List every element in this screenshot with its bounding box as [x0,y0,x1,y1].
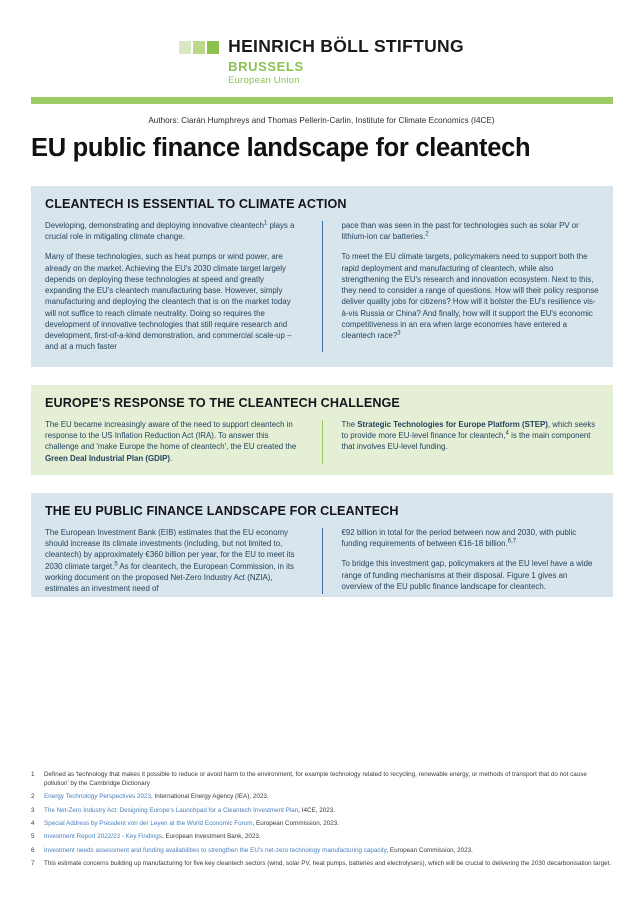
paragraph: The Strategic Technologies for Europe Platform (STEP), which seeks to provide more EU-level finance for cleantech,$^4$ is the main component that involves EU-level funding. [341,420,596,452]
column-divider [322,420,323,464]
section-heading: EUROPE'S RESPONSE TO THE CLEANTECH CHALLENGE [45,396,400,410]
paragraph: To bridge this investment gap, policymakers at the EU level have a wide range of funding mechanisms at their disposal. Figure 1 gives an overview of the EU public finance landscape for cleantech. [341,559,593,591]
logo-squares-icon [179,41,219,54]
two-column-body [45,419,599,464]
column-right [342,220,600,352]
two-column-body [45,527,599,594]
authors-line: Authors: Ciarán Humphreys and Thomas Pellerin-Carlin, Institute for Climate Economics (I4CE) [148,116,495,125]
footnote-suffix: , I4CE, 2023. [298,806,336,814]
column-left [45,220,303,352]
brand-office: BRUSSELS [228,58,304,74]
footnote-suffix: , European Investment Bank, 2023. [161,833,261,841]
footnote-number: 7 [31,860,35,867]
paragraph: pace than was seen in the past for technologies such as solar PV or lithium-ion car batteries.$^2$ [341,221,579,242]
section-europes-response [31,385,613,475]
column-right [342,419,600,464]
footnote-link[interactable]: The Net-Zero Industry Act: Designing Europe's Launchpad for a Cleantech Investment Plan [44,806,299,814]
footnote-item [31,859,613,868]
section-cleantech-essential [31,186,613,367]
footnote-suffix: , European Commission, 2023. [252,820,339,828]
section-heading: CLEANTECH IS ESSENTIAL TO CLIMATE ACTION [45,197,347,211]
footnotes-list [31,770,613,872]
paragraph: To meet the EU climate targets, policymakers need to support both the rapid deployment and manufacturing of cleantech, while also strengthening the EU's research and innovation ecosystem. Next to this, they need to consider a range of questions. How will their policy response deliver quality jobs for citizens? How will it bolster the EU's resilience vis-à-vis Russia or China? And finally, how will it support the EU's economic competitiveness in an era when large economies have entered a cleantech race?$^3$ [341,252,599,340]
footnote-text: Defined as 'technology that makes it possible to reduce or avoid harm to the environment, for example technology related to recycling, renewable energy, or methods of transport that do not cause pollution' by the Cambridge Dictionary [44,771,587,788]
page-title: EU public finance landscape for cleantech [31,134,531,162]
footnote-text [44,846,613,855]
paragraph: Many of these technologies, such as heat pumps or wind power, are already on the market. Achieving the EU's 2030 climate target largely depends on deploying these technologies at speed and greatly expanding the EU's cleantech manufacturing base. However, simply manufacturing and deploying the cleantech that is on the market today will not suffice to reach climate neutrality. Doing so requires the development of innovative technologies that still require research and development, first-of-a-kind demonstration, and commercial scale-up – and at a much faster [45,252,292,352]
footnote-item [31,806,613,815]
footnote-text [44,819,613,828]
section-eu-public-finance-landscape [31,493,613,597]
footnote-number: 3 [31,806,35,814]
footnote-link[interactable]: Special Address by President von der Leyen at the World Economic Forum [44,820,253,828]
column-divider [322,528,323,594]
footnote-number: 6 [31,846,35,854]
header-accent-bar [31,97,613,104]
organisation-logo [179,38,464,85]
footnote-number: 5 [31,833,35,841]
footnote-suffix: , European Commission, 2023. [386,846,473,854]
brand-region: European Union [228,74,300,86]
footnote-suffix: , International Energy Agency (IEA), 2023. [151,793,269,801]
footnote-link[interactable]: Investment Report 2022/23 - Key Findings [44,833,162,841]
paragraph: The European Investment Bank (EIB) estimates that the EU economy should increase its climate investments (including, but not limited to, cleantech) by approximately €360 billion per year, for the EU to meet its 2030 climate target.$^5$ As for cleantech, the European Commission, in its working document on the proposed Net-Zero Industry Act (NZIA), estimates an investment need of [45,528,295,594]
paragraph: The EU became increasingly aware of the need to support cleantech in response to the US Inflation Reduction Act (IRA). To answer this challenge and 'make Europe the home of cleantech', the EU created the Green Deal Industrial Plan (GDIP). [45,420,297,463]
column-divider [322,221,323,352]
section-heading: THE EU PUBLIC FINANCE LANDSCAPE FOR CLEANTECH [45,504,399,518]
footnote-number: 2 [31,793,35,801]
paragraph: €92 billion in total for the period between now and 2030, with public funding requirements of between €16-18 billion.$^{6,7}$ [341,528,577,549]
column-left [45,527,303,594]
footnote-text: This estimate concerns building up manufacturing for five key cleantech sectors (wind, solar PV, heat pumps, batteries and electrolysers), which will be crucial to delivering the 2030 decarbonisation target. [44,860,612,867]
two-column-body [45,220,599,352]
footnote-link[interactable]: Energy Technology Perspectives 2023 [44,793,151,801]
footnote-number: 1 [31,771,35,778]
footnote-item [31,819,613,828]
brand-name: HEINRICH BÖLL STIFTUNG [228,36,464,56]
footnote-text [44,832,613,841]
column-right [342,527,600,594]
footnote-text [44,792,613,801]
column-left [45,419,303,464]
footnote-text [44,806,613,815]
masthead [0,0,643,92]
footnote-item [31,792,613,801]
paragraph: Developing, demonstrating and deploying innovative cleantech$^1$ plays a crucial role in mitigating climate change. [45,220,295,242]
footnote-item [31,832,613,841]
footnote-item [31,846,613,855]
footnote-number: 4 [31,820,35,828]
footnote-link[interactable]: Investment needs assessment and funding availabilities to strengthen the EU's net-zero technology manufacturing capacity [44,846,387,854]
footnote-item [31,770,613,788]
